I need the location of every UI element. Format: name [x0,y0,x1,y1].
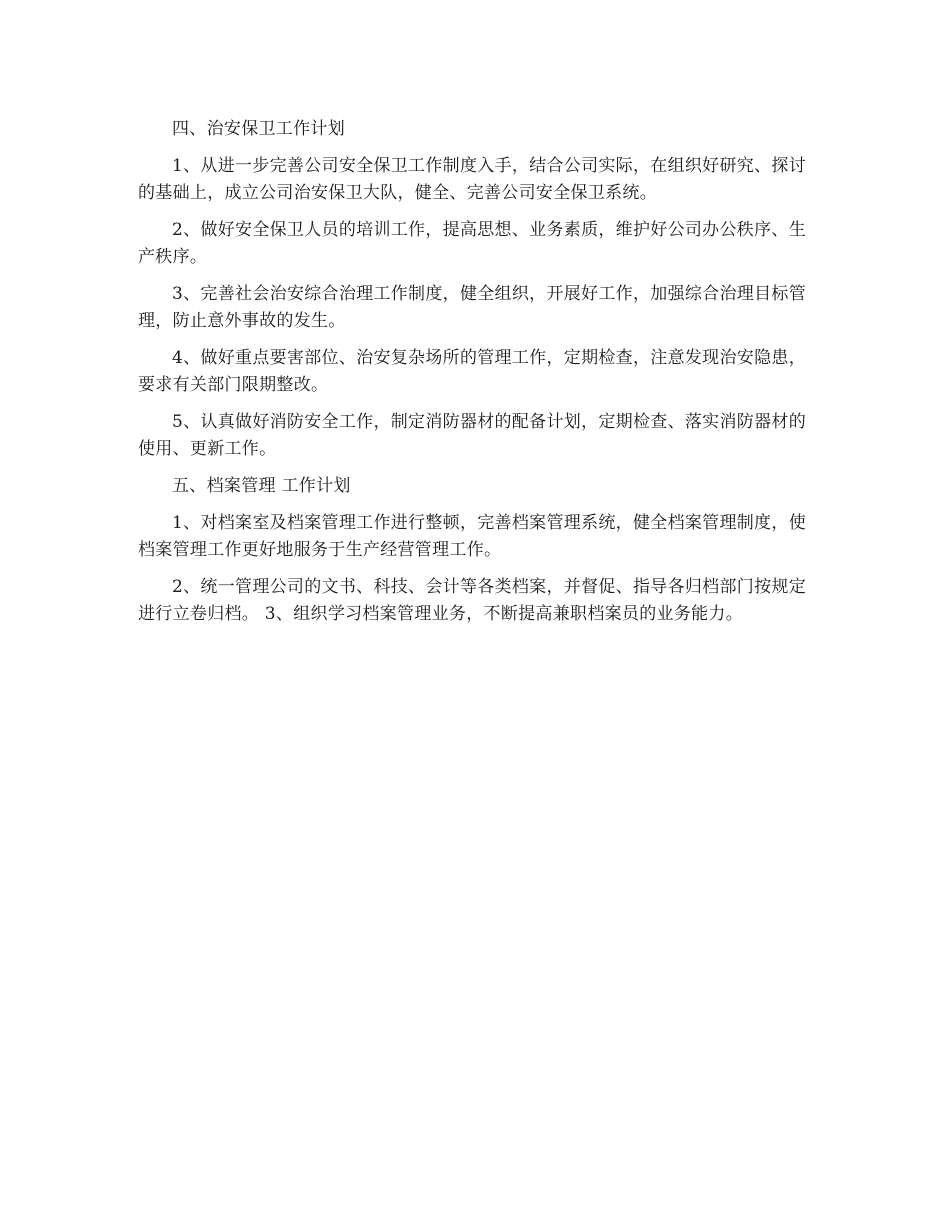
section-heading-archives: 五、档案管理 工作计划 [172,476,351,496]
section-heading-security: 四、治安保卫工作计划 [172,119,345,139]
document-body [138,116,806,638]
paragraph-security-5: 5、认真做好消防安全工作，制定消防器材的配备计划，定期检查、落实消防器材的使用、更新工作。 [138,412,806,459]
paragraph-security-1: 1、从进一步完善公司安全保卫工作制度入手，结合公司实际，在组织好研究、探讨的基础上，成立公司治安保卫大队，健全、完善公司安全保卫系统。 [138,156,806,203]
paragraph-archives-1: 1、对档案室及档案管理工作进行整顿，完善档案管理系统，健全档案管理制度，使档案管理工作更好地服务于生产经营管理工作。 [138,513,806,560]
paragraph-security-4: 4、做好重点要害部位、治安复杂场所的管理工作，定期检查，注意发现治安隐患，要求有关部门限期整改。 [138,348,806,395]
paragraph-security-2: 2、做好安全保卫人员的培训工作，提高思想、业务素质，维护好公司办公秩序、生产秩序。 [138,220,806,267]
paragraph-archives-2: 2、统一管理公司的文书、科技、会计等各类档案，并督促、指导各归档部门按规定进行立卷归档。 3、组织学习档案管理业务，不断提高兼职档案员的业务能力。 [138,577,806,624]
paragraph-security-3: 3、完善社会治安综合治理工作制度，健全组织，开展好工作，加强综合治理目标管理，防止意外事故的发生。 [138,284,806,331]
